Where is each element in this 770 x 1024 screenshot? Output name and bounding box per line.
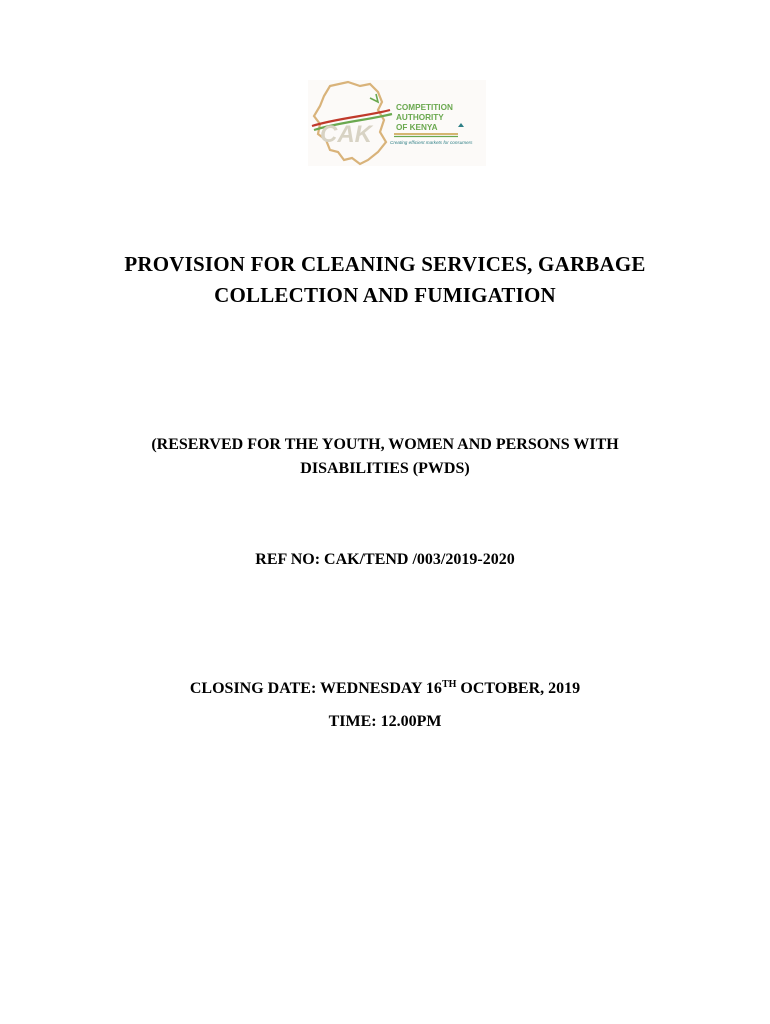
title-line-2: COLLECTION AND FUMIGATION [214,283,556,307]
title-line-1: PROVISION FOR CLEANING SERVICES, GARBAGE [124,252,646,276]
document-title [0,249,770,311]
logo-name-line-2: AUTHORITY [396,113,444,122]
logo-tagline: Creating efficient markets for consumers [390,140,473,145]
closing-date-suffix: OCTOBER, 2019 [456,680,581,697]
logo-name-line-3: OF KENYA [396,123,438,132]
closing-time: TIME: 12.00PM [328,713,442,730]
reference-number: REF NO: CAK/TEND /003/2019-2020 [255,551,515,568]
reserved-line-1: (RESERVED FOR THE YOUTH, WOMEN AND PERSONS WITH [151,436,619,453]
closing-date-ordinal: TH [441,679,457,690]
logo-name-line-1: COMPETITION [396,103,453,112]
reserved-notice [0,433,770,481]
cak-logo [308,80,486,166]
reserved-line-2: DISABILITIES (PWDS) [300,460,470,477]
closing-date [0,677,770,701]
logo-letters: CAK [320,121,372,148]
closing-date-prefix: CLOSING DATE: WEDNESDAY 16 [189,680,442,697]
